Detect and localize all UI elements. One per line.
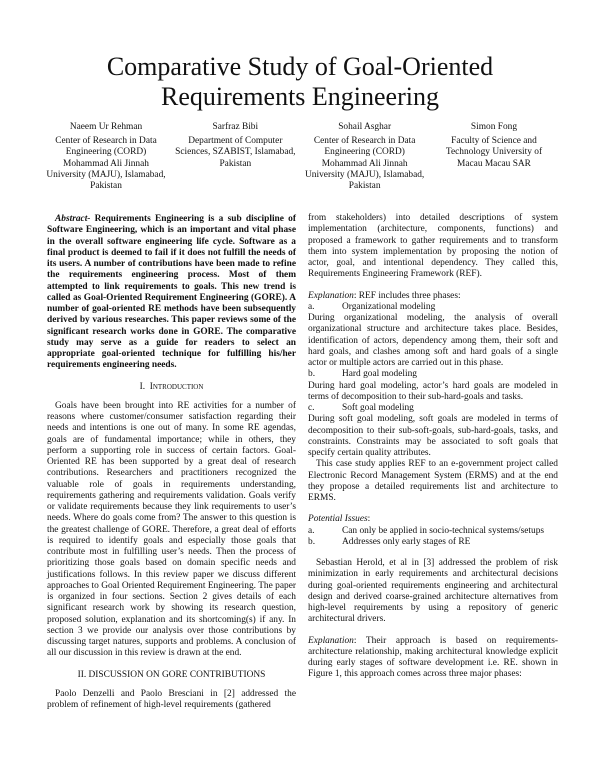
paper-title: Comparative Study of Goal-Oriented Requirements Engineering [106, 52, 494, 111]
phase-text: During organizational modeling, the analysis of overall organizational structure and architecture takes place. Besides, identification of actors, dependency among them, their soft and hard goals, and clashes among soft and hard goals of a single actor or multiple actors are carried out in this phase. [308, 313, 558, 368]
author-block [44, 122, 168, 192]
abstract [47, 214, 296, 372]
left-column [47, 214, 296, 711]
issue-item: b. Addresses only early stages of RE [308, 536, 471, 547]
issue-item: a. Can only be applied in socio-technical systems/setups [308, 525, 545, 536]
explanation-label: Explanation [308, 635, 354, 646]
potential-issues-label: Potential Issues [308, 514, 368, 525]
section-number: I. [139, 381, 146, 392]
case-study-paragraph: This case study applies REF to an e-government project called Electronic Record Management System (ERMS) and at the end they propose a detailed requirements list and architecture to ERMS. [308, 459, 558, 503]
author-block [173, 122, 297, 192]
potential-issues-line: Potential Issues: [308, 514, 371, 525]
explanation-line: Explanation: REF includes three phases: [308, 290, 461, 301]
author-block [432, 122, 556, 192]
author-block [303, 122, 427, 192]
author-name: Sohail Asghar [338, 122, 392, 132]
section-title: Introduction [149, 381, 204, 392]
section-heading-introduction [47, 382, 296, 393]
author-affiliation: Faculty of Science and Technology University of Macau Macau SAR [445, 136, 543, 169]
author-name: Sarfraz Bibi [212, 122, 259, 132]
explanation-label: Explanation [308, 290, 354, 301]
phase-heading: c. Soft goal modeling [308, 403, 414, 413]
phase-heading: b. Hard goal modeling [308, 369, 417, 380]
abstract-label: Abstract- [55, 214, 91, 224]
author-affiliation: Center of Research in Data Engineering (CORD) Mohammad Ali Jinnah University (MAJU), Islamabad, Pakistan [46, 136, 166, 192]
continuation-paragraph: from stakeholders) into detailed descriptions of system implementation (architecture, components, functions) and proposed a framework to gather requirements and to transform them into system implementation by proposing the notion of actor, goal, and intentional dependency. They called this, Requirements Engineering Framework (REF). [308, 213, 558, 280]
abstract-text: Requirements Engineering is a sub discipline of Software Engineering, which is an important and vital phase in the overall software engineering life cycle. Software as a final product is deemed to fail if it does not fulfill the needs of its users. A number of contributions have been made to refine the requirements engineering process. Most of them attempted to link requirements to goals. This new trend is called as Goal-Oriented Requirement Engineering (GORE). A number of goal-oriented RE methods have been subsequently derived by various researches. This paper reviews some of the significant research works done in GORE. The comparative study may serve as a guide for readers to select an appropriate goal-oriented technique for fulfilling his/her requirements engineering needs. [47, 214, 296, 371]
intro-paragraph: Goals have been brought into RE activities for a number of reasons where customer/consumer satisfaction regarding their needs and intentions is one out of many. In some RE agendas, goals are of fundamental importance; while in others, they perform a supporting role in success of certain factors. Goal-Oriented RE has been supported by a great deal of research contributions. Researchers and practitioners recognized the valuable role of goals in requirements understanding, requirements gathering and requirements validation. Goals verify or validate requirements because they link requirements to user’s needs. Where do goals come from? The answer to this question is the greatest challenge of GORE. Therefore, a great deal of efforts is required to identify goals and especially those goals that contribute most in fulfilling user’s needs. Then the process of prioritizing those goals based on domain specific needs and justifications follows. In this review paper we discuss different approaches to Goal Oriented Requirement Engineering. The paper is organized in four sections. Section 2 gives details of each significant research work by showing its research question, proposed solution, explanation and its shortcoming(s) if any. In section 3 we provide our analysis over those contributions by discussing target natures, supports and problems. A conclusion of all our discussion in this review is drawn at the end. [47, 400, 296, 659]
section-heading-gore: II. DISCUSSION ON GORE CONTRIBUTIONS [77, 669, 266, 680]
explanation2-paragraph: Explanation: Their approach is based on requirements-architecture relationship, making architectural knowledge explicit during early stages of software development i.e. RE. shown in Figure 1, this approach comes across three major phases: [308, 635, 558, 680]
section2-paragraph: Paolo Denzelli and Paolo Bresciani in [2] addressed the problem of refinement of high-level requirements (gathered [47, 688, 296, 710]
author-list [44, 122, 556, 192]
author-name: Naeem Ur Rehman [69, 122, 143, 132]
phase-text: During soft goal modeling, soft goals are modeled in terms of decomposition to their sub-soft-goals, sub-hard-goals, tasks, and constraints. Constraints may be associated to soft goals that specify certain quality attributes. [308, 414, 558, 458]
author-name: Simon Fong [470, 122, 518, 132]
author-affiliation: Department of Computer Sciences, SZABIST, Islamabad, Pakistan [175, 136, 296, 169]
right-column [308, 213, 558, 681]
author-affiliation: Center of Research in Data Engineering (CORD) Mohammad Ali Jinnah University (MAJU), Islamabad, Pakistan [305, 136, 425, 192]
phase-heading: a. Organizational modeling [308, 301, 436, 312]
herold-paragraph: Sebastian Herold, et al in [3] addressed the problem of risk minimization in early requirements and architectural decisions during goal-oriented requirements engineering and architectural design and derived coarse-grained architecture alternatives from high-level requirements by using a repository of generic architectural drivers. [308, 558, 558, 625]
phase-text: During hard goal modeling, actor’s hard goals are modeled in terms of decomposition to their sub-hard-goals and tasks. [308, 380, 558, 402]
